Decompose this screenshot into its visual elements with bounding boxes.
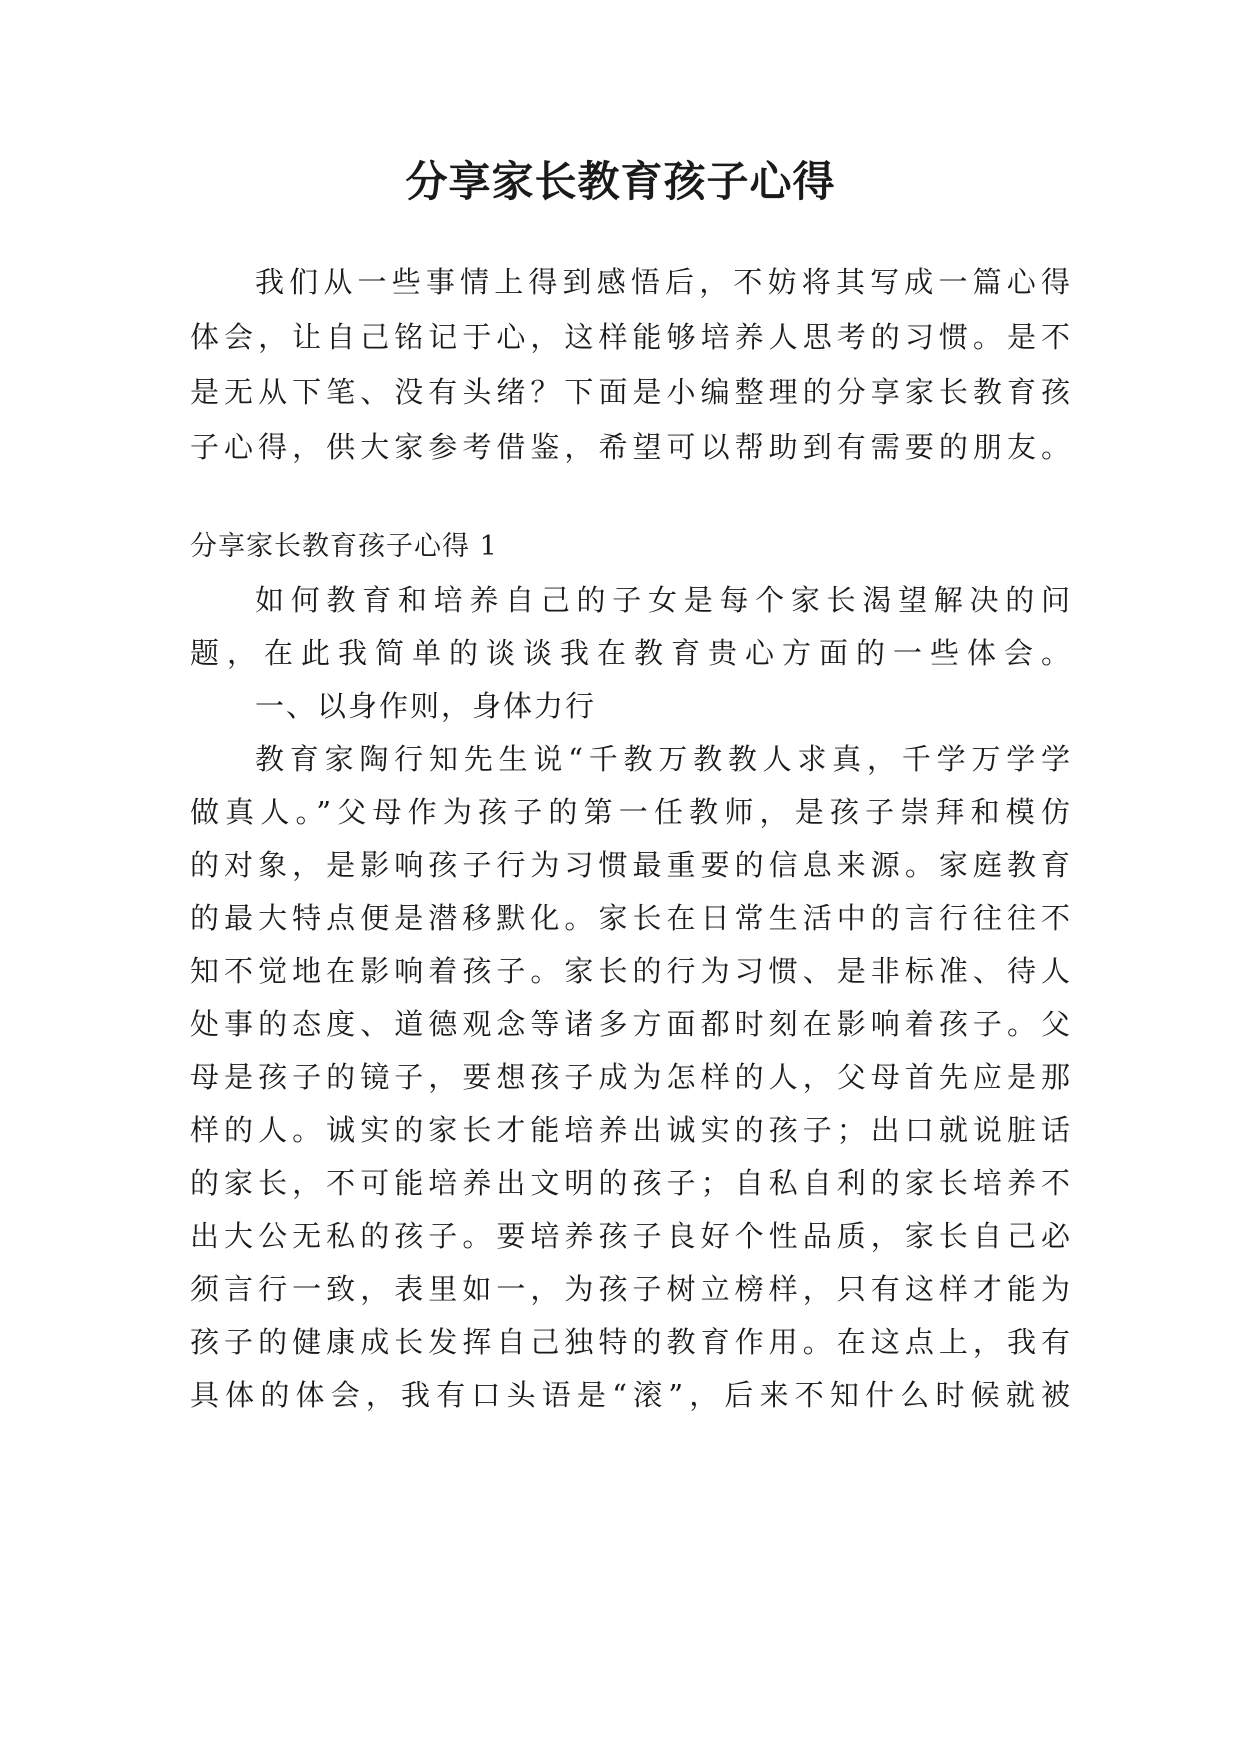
body-line: 孩子的健康成长发挥自己独特的教育作用。在这点上，我有 <box>190 1325 1070 1359</box>
body-line: 母是孩子的镜子，要想孩子成为怎样的人，父母首先应是那 <box>190 1060 1070 1094</box>
section-line: 如何教育和培养自己的子女是每个家长渴望解决的问 <box>255 583 1070 617</box>
document-title: 分享家长教育孩子心得 <box>405 157 836 206</box>
body-line: 的对象，是影响孩子行为习惯最重要的信息来源。家庭教育 <box>190 848 1070 882</box>
body-line: 教育家陶行知先生说“千教万教教人求真，千学万学学 <box>255 742 1070 776</box>
body-line: 出大公无私的孩子。要培养孩子良好个性品质，家长自己必 <box>190 1219 1070 1253</box>
body-line: 做真人。”父母作为孩子的第一任教师，是孩子崇拜和模仿 <box>190 795 1070 829</box>
subheading: 一、以身作则，身体力行 <box>255 689 597 723</box>
intro-line: 子心得，供大家参考借鉴，希望可以帮助到有需要的朋友。 <box>190 430 1070 464</box>
section-heading: 分享家长教育孩子心得 1 <box>190 531 498 562</box>
body-line: 的家长，不可能培养出文明的孩子；自私自利的家长培养不 <box>190 1166 1070 1200</box>
body-line: 知不觉地在影响着孩子。家长的行为习惯、是非标准、待人 <box>190 954 1070 988</box>
intro-line: 我们从一些事情上得到感悟后，不妨将其写成一篇心得 <box>255 265 1070 299</box>
body-line: 具体的体会，我有口头语是“滚”，后来不知什么时候就被 <box>190 1378 1070 1412</box>
intro-line: 是无从下笔、没有头绪？下面是小编整理的分享家长教育孩 <box>190 375 1070 409</box>
body-line: 处事的态度、道德观念等诸多方面都时刻在影响着孩子。父 <box>190 1007 1070 1041</box>
body-line: 须言行一致，表里如一，为孩子树立榜样，只有这样才能为 <box>190 1272 1070 1306</box>
body-line: 的最大特点便是潜移默化。家长在日常生活中的言行往往不 <box>190 901 1070 935</box>
section-line: 题，在此我简单的谈谈我在教育贵心方面的一些体会。 <box>190 636 1070 670</box>
intro-line: 体会，让自己铭记于心，这样能够培养人思考的习惯。是不 <box>190 320 1070 354</box>
body-line: 样的人。诚实的家长才能培养出诚实的孩子；出口就说脏话 <box>190 1113 1070 1147</box>
